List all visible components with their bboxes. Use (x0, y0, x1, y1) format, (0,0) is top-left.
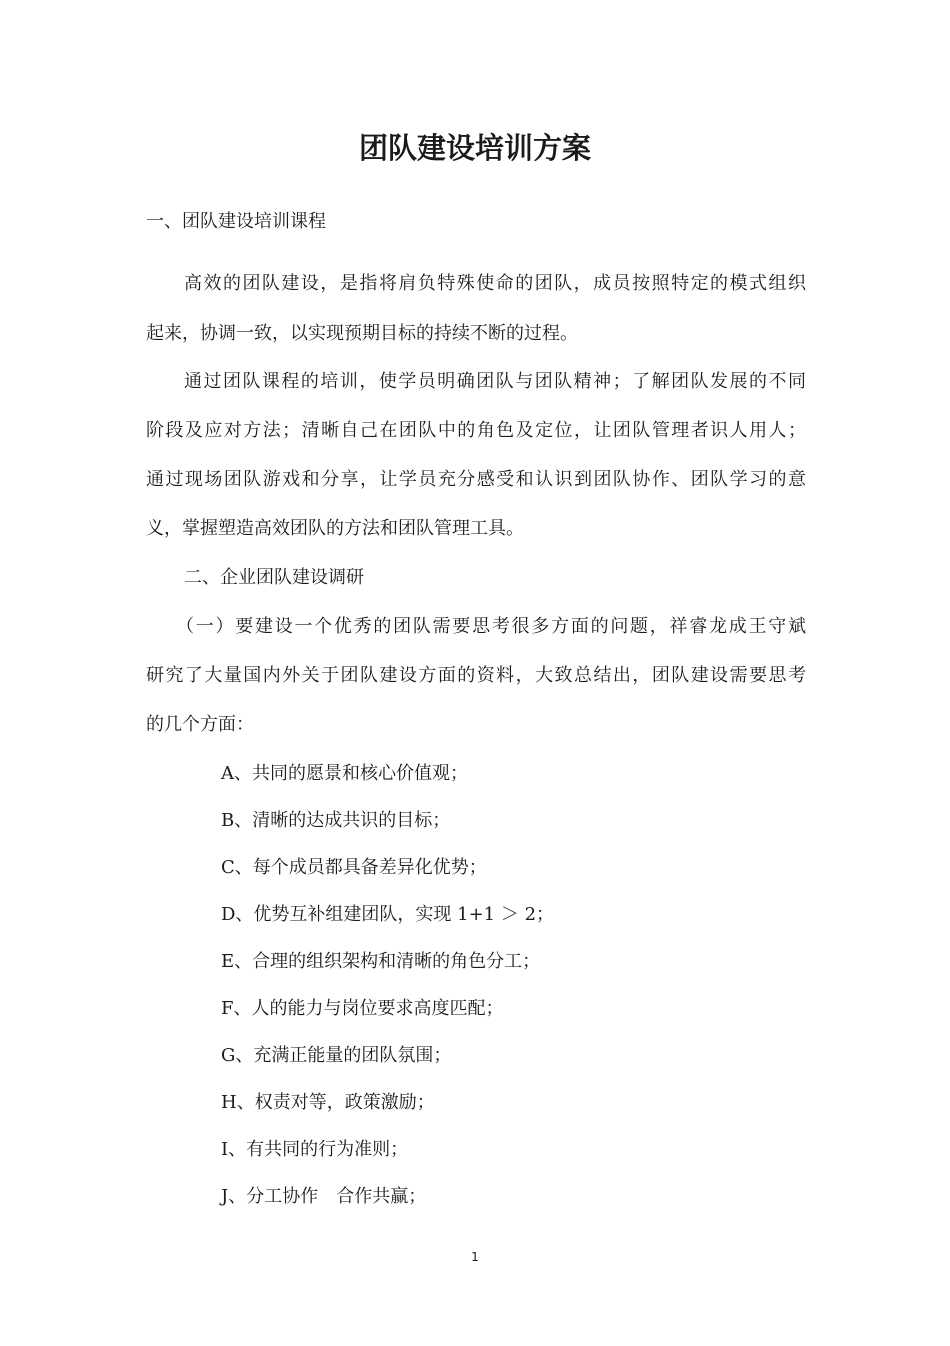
list-item: A、共同的愿景和核心价值观； (221, 763, 468, 784)
list-item: H、权责对等，政策激励； (221, 1092, 435, 1113)
list-item: G、充满正能量的团队氛围； (221, 1045, 452, 1066)
paragraph-line: 起来，协调一致，以实现预期目标的持续不断的过程。 (146, 323, 578, 344)
paragraph-line: （一）要建设一个优秀的团队需要思考很多方面的问题，祥睿龙成王守斌 (176, 616, 806, 637)
paragraph-line: 通过团队课程的培训，使学员明确团队与团队精神；了解团队发展的不同 (184, 371, 806, 392)
page-number: 1 (471, 1250, 479, 1264)
paragraph-line: 通过现场团队游戏和分享，让学员充分感受和认识到团队协作、团队学习的意 (146, 469, 806, 490)
list-item: C、每个成员都具备差异化优势； (221, 857, 487, 878)
paragraph-line: 义，掌握塑造高效团队的方法和团队管理工具。 (146, 518, 524, 539)
list-item: F、人的能力与岗位要求高度匹配； (221, 998, 504, 1019)
document-title: 团队建设培训方案 (358, 131, 591, 165)
list-item: I、有共同的行为准则； (221, 1139, 409, 1160)
paragraph-line: 高效的团队建设，是指将肩负特殊使命的团队，成员按照特定的模式组织 (184, 273, 806, 294)
list-item: J、分工协作 合作共赢； (221, 1186, 427, 1207)
list-item: B、清晰的达成共识的目标； (221, 810, 451, 831)
paragraph-line: 的几个方面： (146, 714, 254, 735)
section-heading-1: 一、团队建设培训课程 (146, 211, 326, 232)
paragraph-line: 研究了大量国内外关于团队建设方面的资料，大致总结出，团队建设需要思考 (146, 665, 806, 686)
section-heading-2: 二、企业团队建设调研 (184, 567, 364, 588)
list-item: D、优势互补组建团队，实现 1+1 ＞ 2； (221, 904, 555, 925)
paragraph-line: 阶段及应对方法；清晰自己在团队中的角色及定位，让团队管理者识人用人； (146, 420, 806, 441)
list-item: E、合理的组织架构和清晰的角色分工； (221, 951, 541, 972)
